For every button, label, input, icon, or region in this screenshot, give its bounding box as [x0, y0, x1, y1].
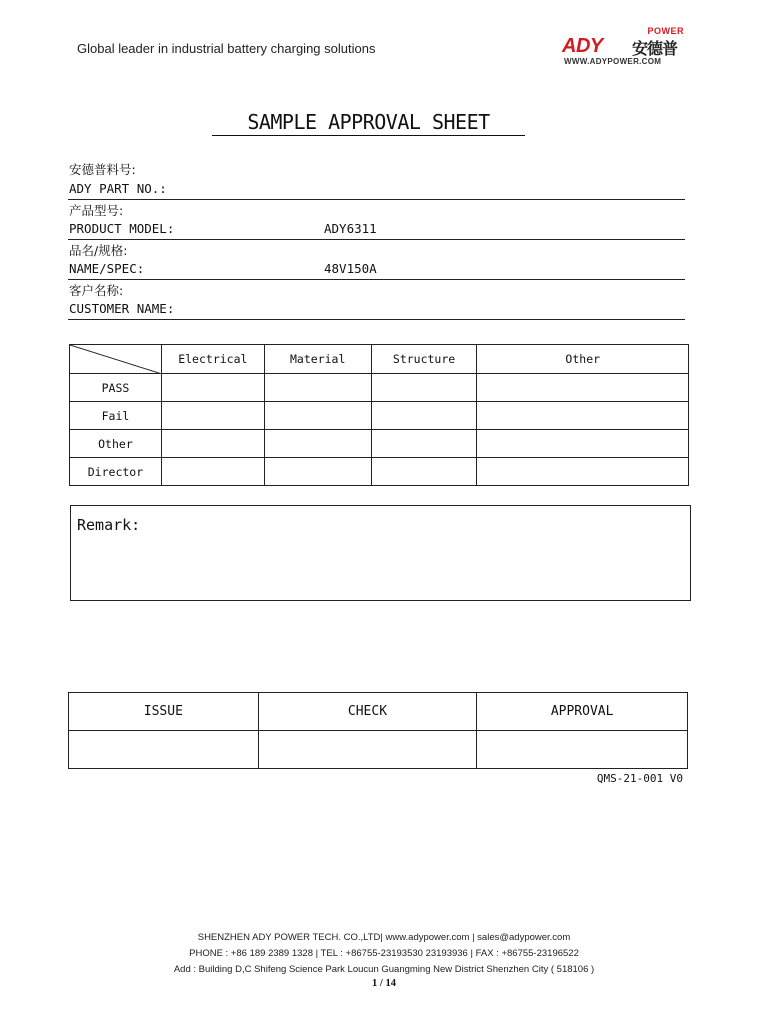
table-cell[interactable] [264, 430, 371, 458]
table-cell[interactable] [264, 458, 371, 486]
divider [68, 279, 685, 280]
signoff-approval-cell[interactable] [477, 731, 688, 769]
field-part-no-cn-label: 安德普料号: [69, 162, 136, 177]
table-cell[interactable] [371, 374, 477, 402]
table-cell[interactable] [161, 430, 264, 458]
table-cell[interactable] [161, 374, 264, 402]
table-cell[interactable] [264, 374, 371, 402]
signoff-header-row [69, 693, 688, 731]
table-row [70, 402, 689, 430]
table-row [70, 430, 689, 458]
table-cell[interactable] [371, 458, 477, 486]
row-label-director: Director [70, 458, 162, 486]
signoff-issue-header: ISSUE [69, 693, 259, 731]
table-cell[interactable] [371, 430, 477, 458]
field-customer-cn-label: 客户名称: [69, 283, 124, 298]
page-title: SAMPLE APPROVAL SHEET [212, 110, 525, 136]
row-label-pass: PASS [70, 374, 162, 402]
diagonal-line [70, 345, 162, 374]
signoff-row [69, 731, 688, 769]
diagonal-header-cell [70, 345, 162, 374]
table-cell[interactable] [371, 402, 477, 430]
field-spec-label: NAME/SPEC: [69, 261, 145, 276]
field-model-label: PRODUCT MODEL: [69, 221, 175, 236]
footer-address-line: Add : Building D,C Shifeng Science Park Loucun Guangming New District Shenzhen City ( 518106 ) [173, 964, 595, 975]
field-spec-value: 48V150A [324, 261, 377, 276]
evaluation-table [69, 344, 689, 486]
divider [68, 319, 685, 320]
field-model-value: ADY6311 [324, 221, 377, 236]
table-cell[interactable] [477, 430, 689, 458]
document-code: QMS-21-001 V0 [596, 772, 683, 785]
signoff-check-header: CHECK [258, 693, 477, 731]
divider [68, 239, 685, 240]
column-header-material: Material [264, 345, 371, 374]
header-tagline: Global leader in industrial battery charging solutions [77, 41, 376, 56]
row-label-fail: Fail [70, 402, 162, 430]
table-cell[interactable] [477, 402, 689, 430]
table-header-row [70, 345, 689, 374]
table-cell[interactable] [477, 458, 689, 486]
signoff-check-cell[interactable] [258, 731, 477, 769]
column-header-structure: Structure [371, 345, 477, 374]
field-part-no-label: ADY PART NO.: [69, 181, 167, 196]
table-row [70, 374, 689, 402]
column-header-electrical: Electrical [161, 345, 264, 374]
field-customer-label: CUSTOMER NAME: [69, 301, 175, 316]
table-row [70, 458, 689, 486]
footer-contact-line: PHONE : +86 189 2389 1328 | TEL : +86755-23193530 23193936 | FAX : +86755-23196522 [189, 948, 579, 959]
column-header-other: Other [477, 345, 689, 374]
logo-brand-cn-text: 安德普 [632, 39, 678, 58]
company-logo [562, 26, 686, 70]
signoff-approval-header: APPROVAL [477, 693, 688, 731]
logo-brand-text: ADY [562, 35, 603, 57]
table-cell[interactable] [477, 374, 689, 402]
table-cell[interactable] [161, 458, 264, 486]
footer-company-line: SHENZHEN ADY POWER TECH. CO.,LTD| www.adypower.com | sales@adypower.com [197, 932, 571, 943]
table-cell[interactable] [161, 402, 264, 430]
logo-url-text: WWW.ADYPOWER.COM [564, 57, 662, 66]
field-spec-cn-label: 品名/规格: [69, 243, 128, 258]
divider [68, 199, 685, 200]
signoff-table [68, 692, 688, 769]
field-model-cn-label: 产品型号: [69, 203, 124, 218]
page-number: 1 / 14 [372, 978, 396, 989]
logo-power-text: POWER [647, 26, 684, 36]
remark-box[interactable] [70, 505, 691, 601]
row-label-other: Other [70, 430, 162, 458]
signoff-issue-cell[interactable] [69, 731, 259, 769]
table-cell[interactable] [264, 402, 371, 430]
remark-label: Remark: [77, 516, 141, 534]
